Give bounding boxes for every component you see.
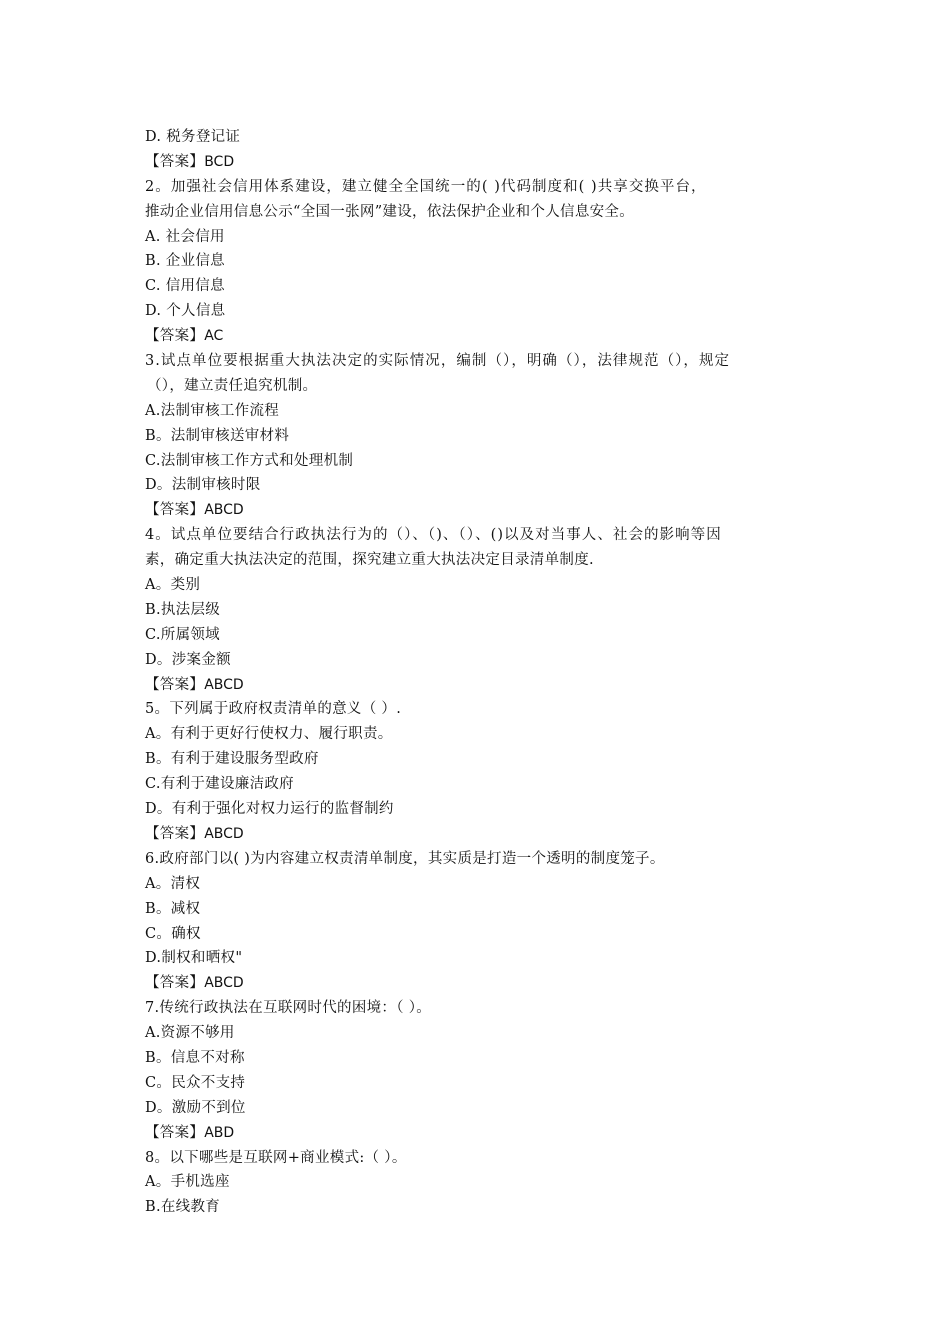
question-line: 3.试点单位要根据重大执法决定的实际情况，编制（），明确（），法律规范（），规定 <box>145 353 731 370</box>
option-line: B。法制审核送审材料 <box>145 427 290 444</box>
option-line: C。民众不支持 <box>145 1074 246 1091</box>
question-line: 5。下列属于政府权责清单的意义（ ）. <box>145 701 402 718</box>
question-line: 6.政府部门以( )为内容建立权责清单制度，其实质是打造一个透明的制度笼子。 <box>145 850 665 867</box>
answer-line <box>145 822 815 847</box>
answer-line <box>145 324 815 349</box>
answer-code: ABCD <box>204 825 244 842</box>
option-line: A。手机选座 <box>145 1174 230 1191</box>
option-line: B。信息不对称 <box>145 1049 245 1066</box>
answer-code: ABCD <box>204 975 244 992</box>
question-line: 推动企业信用信息公示“全国一张网”建设，依法保护企业和个人信息安全。 <box>145 203 635 220</box>
question-line: 7.传统行政执法在互联网时代的困境：（ ）。 <box>145 1000 432 1017</box>
answer-label: 【答案】 <box>145 328 205 345</box>
option-line: C。确权 <box>145 925 201 942</box>
answer-line <box>145 673 815 698</box>
answer-code: ABCD <box>204 676 244 693</box>
question-line: （），建立责任追究机制。 <box>147 377 318 394</box>
option-line: B。有利于建设服务型政府 <box>145 751 319 768</box>
option-line: B。减权 <box>145 900 201 917</box>
option-line: D. 税务登记证 <box>145 129 241 145</box>
document-body <box>145 125 815 1220</box>
option-line: B.在线教育 <box>145 1199 221 1216</box>
question-line: 2。加强社会信用体系建设，建立健全全国统一的( )代码制度和( )共享交换平台， <box>145 178 707 195</box>
answer-code: AC <box>204 328 224 345</box>
question-line: 4。试点单位要结合行政执法行为的（）、（)、（）、()以及对当事人、社会的影响等因 <box>145 527 722 544</box>
option-line: D。有利于强化对权力运行的监督制约 <box>145 801 394 818</box>
option-line: D. 个人信息 <box>145 303 226 320</box>
question-line: 素，确定重大执法决定的范围，探究建立重大执法决定目录清单制度. <box>145 552 594 569</box>
answer-label: 【答案】 <box>145 1124 205 1141</box>
answer-label: 【答案】 <box>145 153 205 170</box>
answer-label: 【答案】 <box>145 676 205 693</box>
answer-line <box>145 150 815 175</box>
option-line: B.执法层级 <box>145 601 221 618</box>
answer-code: ABCD <box>204 502 244 519</box>
option-line: C.有利于建设廉洁政府 <box>145 776 294 793</box>
option-line: A.法制审核工作流程 <box>145 402 280 419</box>
answer-line <box>145 498 815 523</box>
option-line: A. 社会信用 <box>145 228 225 245</box>
option-line: D。涉案金额 <box>145 651 231 668</box>
answer-line <box>145 1121 815 1146</box>
option-line: C.所属领域 <box>145 626 220 643</box>
option-line: A。类别 <box>145 577 201 594</box>
option-line: C.法制审核工作方式和处理机制 <box>145 452 354 469</box>
option-line: C. 信用信息 <box>145 278 225 295</box>
answer-label: 【答案】 <box>145 975 205 992</box>
answer-label: 【答案】 <box>145 502 205 519</box>
answer-code: ABD <box>204 1124 235 1141</box>
option-line: D.制权和晒权" <box>145 950 243 967</box>
option-line: D。激励不到位 <box>145 1099 246 1116</box>
answer-code: BCD <box>204 153 235 170</box>
option-line: A。有利于更好行使权力、履行职责。 <box>145 726 393 743</box>
option-line: A.资源不够用 <box>145 1025 235 1042</box>
answer-label: 【答案】 <box>145 825 205 842</box>
option-line: A。清权 <box>145 875 201 892</box>
question-line: 8。以下哪些是互联网+商业模式:（ ）。 <box>145 1149 407 1166</box>
option-line: B. 企业信息 <box>145 253 225 270</box>
answer-line <box>145 971 815 996</box>
option-line: D。法制审核时限 <box>145 477 261 494</box>
